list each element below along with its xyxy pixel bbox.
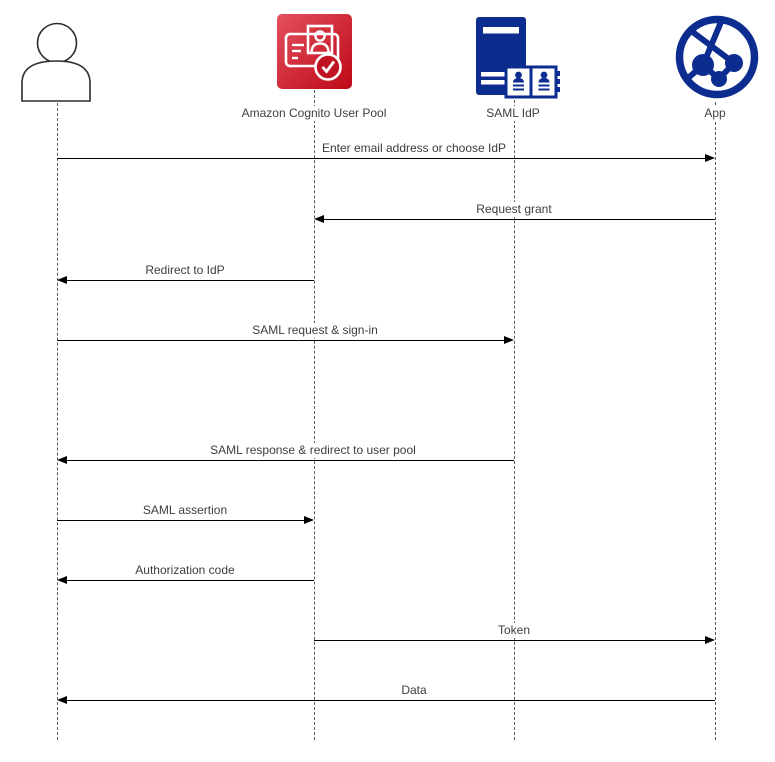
arrowhead-left-icon [57,576,67,584]
message-label: Request grant [473,202,554,217]
message-line [65,580,314,581]
arrowhead-left-icon [57,696,67,704]
message-line [57,520,305,521]
cognito-user-pool-icon [277,14,352,89]
message-line [65,700,715,701]
message-line [57,340,505,341]
actor-user [20,21,92,103]
saml-idp-server-icon [470,15,560,99]
lifeline-cognito [314,90,315,740]
message-line [65,280,314,281]
arrowhead-left-icon [57,456,67,464]
arrowhead-left-icon [57,276,67,284]
arrowhead-left-icon [314,215,324,223]
lifeline-user [57,103,58,740]
arrowhead-right-icon [705,636,715,644]
actor-saml-idp [470,15,560,99]
message-label: Token [495,623,533,638]
actor-label-cognito: Amazon Cognito User Pool [241,106,387,120]
message-line [314,640,706,641]
message-label: SAML request & sign-in [249,323,381,338]
arrowhead-right-icon [705,154,715,162]
message-line [57,158,706,159]
app-globe-icon [673,13,761,101]
message-label: SAML response & redirect to user pool [207,443,419,458]
user-icon [20,21,92,103]
message-line [65,460,514,461]
message-label: Redirect to IdP [142,263,227,278]
arrowhead-right-icon [304,516,314,524]
message-label: Data [398,683,429,698]
lifeline-app [715,102,716,740]
arrowhead-right-icon [504,336,514,344]
actor-app [673,13,761,101]
message-label: SAML assertion [140,503,230,518]
message-label: Authorization code [132,563,237,578]
actor-cognito [277,14,352,89]
message-line [322,219,715,220]
actor-label-saml-idp: SAML IdP [486,106,540,120]
actor-label-app: App [704,106,726,120]
message-label: Enter email address or choose IdP [319,141,509,156]
lifeline-saml-idp [514,100,515,740]
